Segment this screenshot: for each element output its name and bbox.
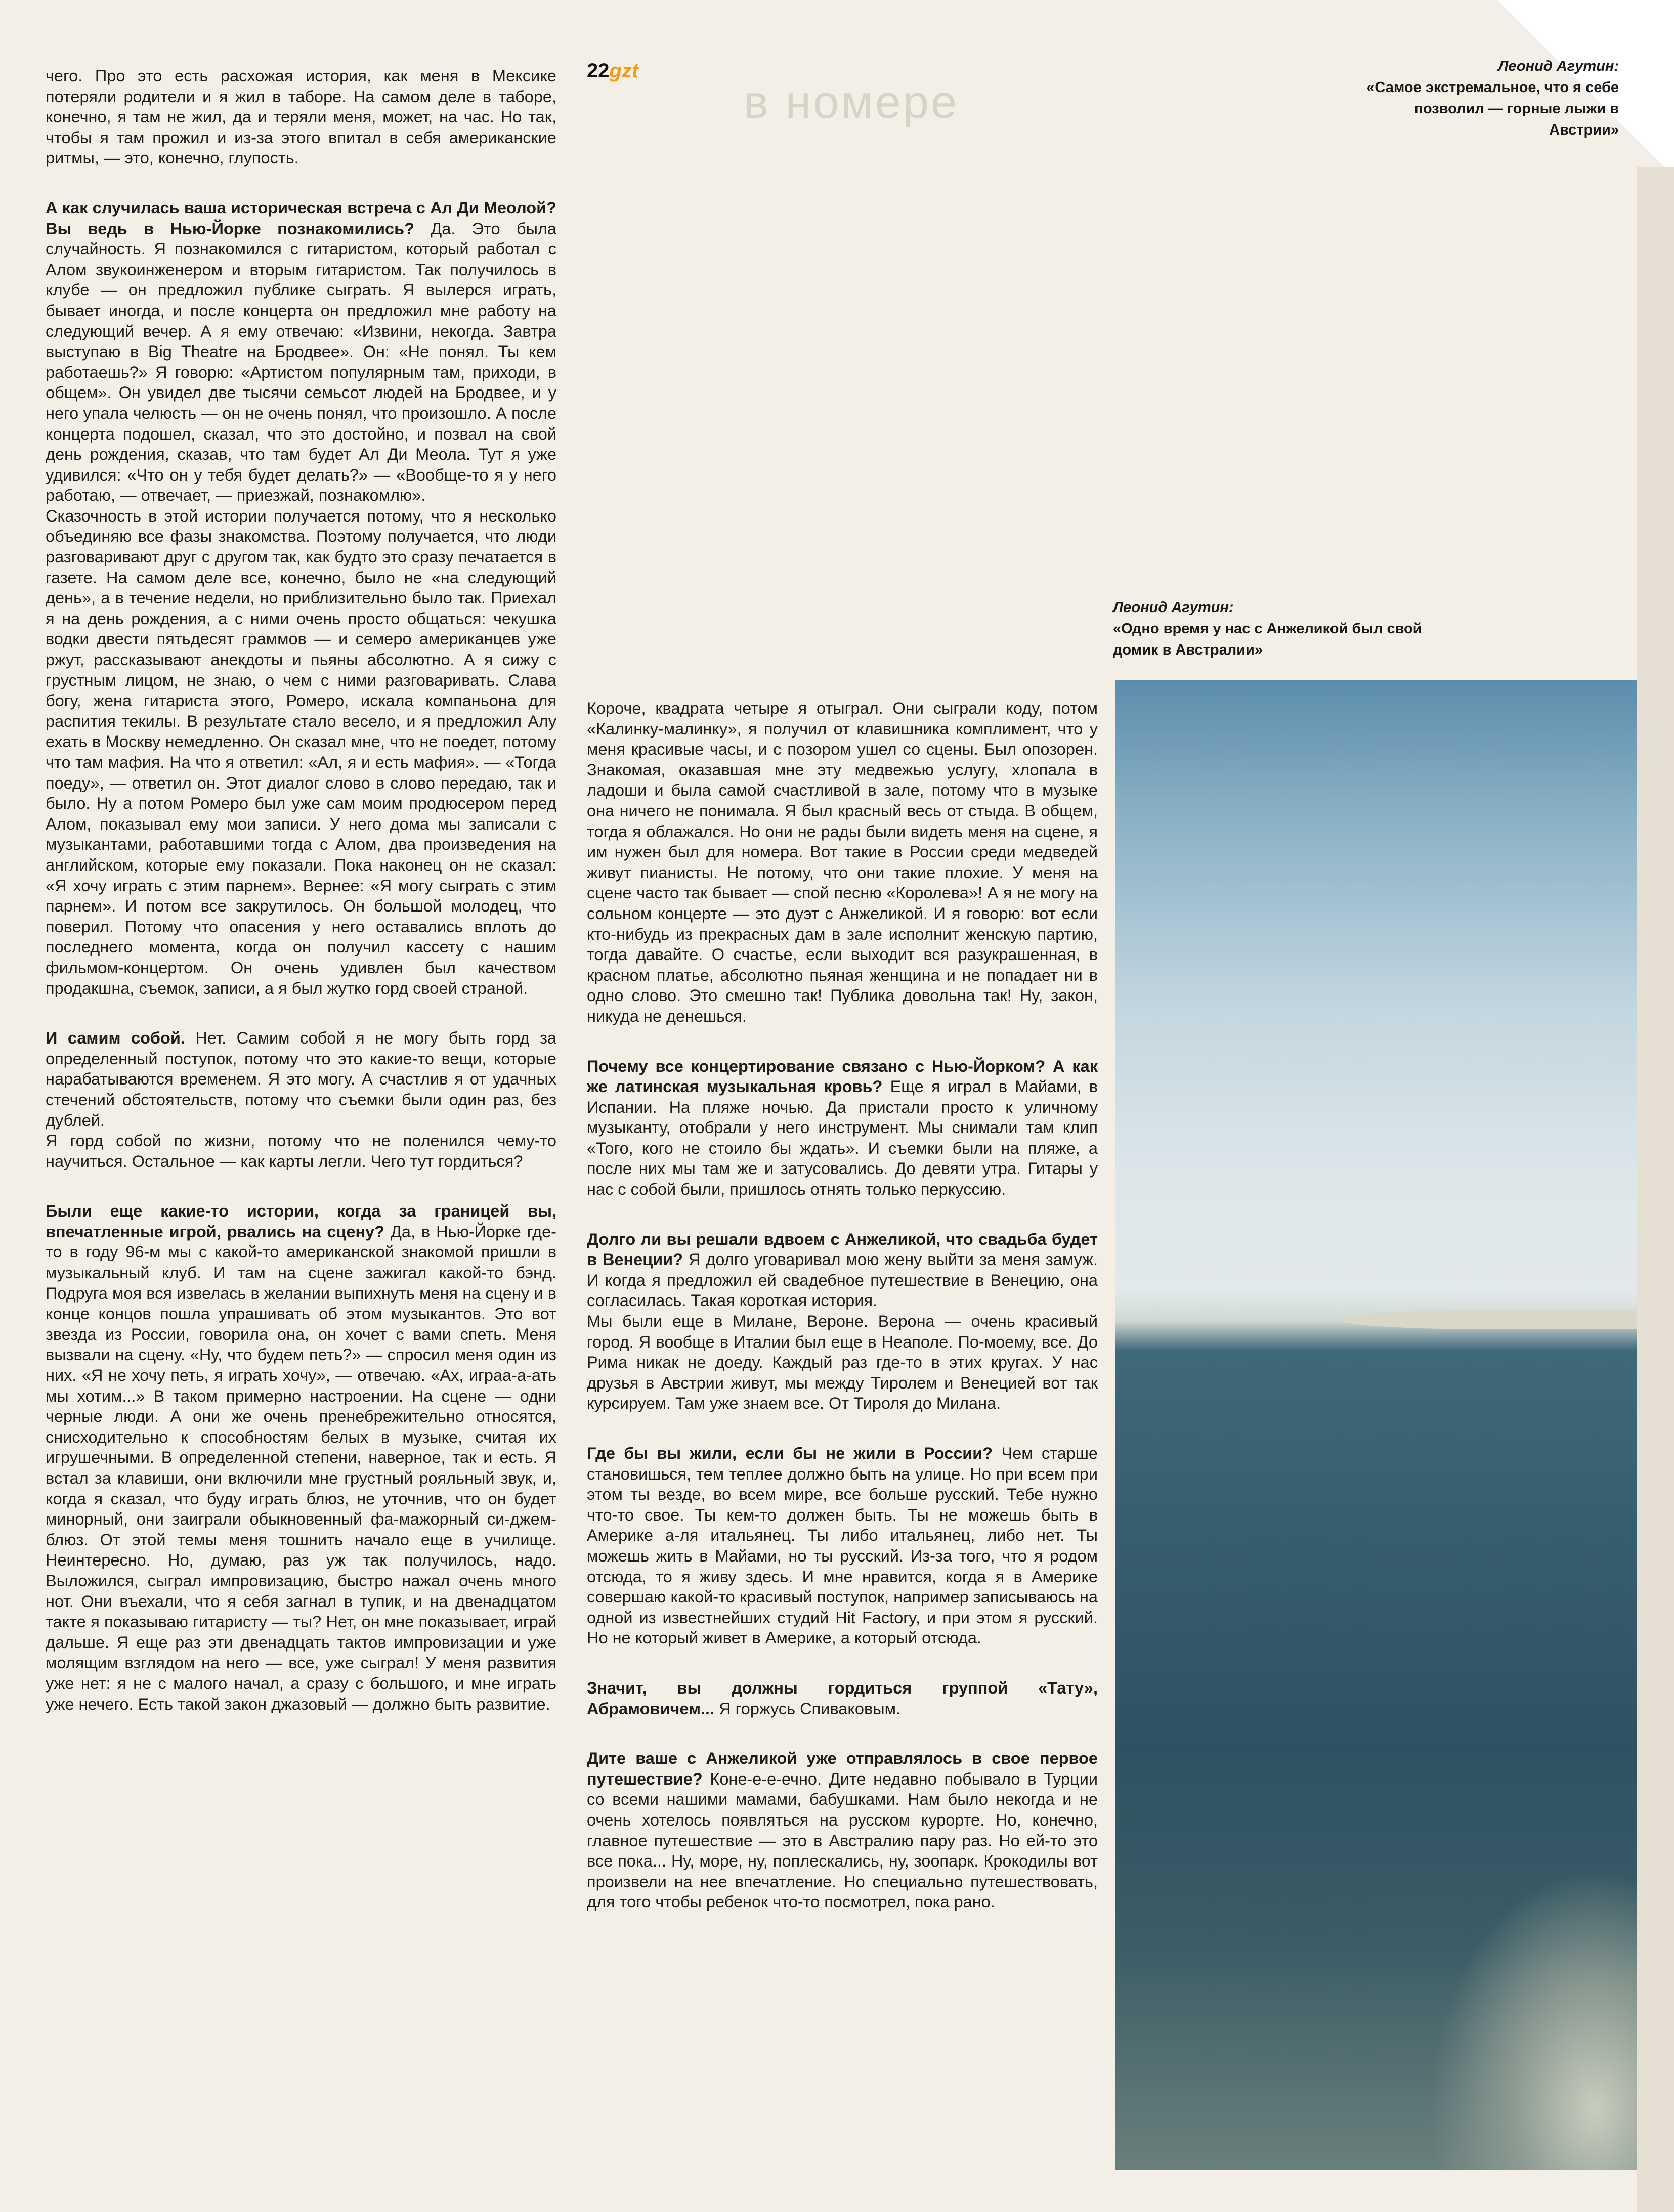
answer-text: Короче, квадрата четыре я отыграл. Они сыграли коду, потом «Калинку-малинку», я получил от клавишника комплимент, что у меня красивые часы, и с позором ушел со сцены. Был опозорен. Знакомая, оказавшая мне эту медвежью услугу, хлопала в ладоши и была самой счастливой в зале, потому что в музыке она ничего не понимала. Я был красный весь от стыда. В общем, тогда я облажался. Но они не рады были видеть меня на сцене, я им нужен был для номера. Вот такие в России среди медведей живут пианисты. Не потому, что они такие плохие. У меня на сцене часто так бывает — спой песню «Королева»! А я не могу на сольном концерте — это дуэт с Анжеликой. И я говорю: вот если кто-нибудь из прекрасных дам в зале исполнит женскую партию, тогда давайте. О счастье, если выходит вся разукрашенная, в красном платье, абсолютно пьяная женщина и не попадает ни в одно слово. Это смешно так! Публика довольна так! Ну, закон, никуда не денешься.	[587, 699, 1098, 1025]
question-text: Значит, вы должны гордиться группой «Тату», Абрамовичем...	[587, 1678, 1098, 1718]
question-text: Дите ваше с Анжеликой уже отправлялось в свое первое путешествие?	[587, 1749, 1098, 1788]
answer-text: Я долго уговаривал мою жену выйти за меня замуж. И когда я предложил ей свадебное путешествие в Венецию, она согласилась. Такая короткая история.	[587, 1250, 1098, 1310]
answer-text: Чем старше становишься, тем теплее должно быть на улице. Но при всем при этом ты везде, во всем мире, все больше русский. Тебе нужно что-то свое. Ты кем-то должен быть. Ты не можешь быть в Америке а-ля итальянец. Ты либо итальянец, либо нет. Ты можешь жить в Майами, но ты русский. Из-за того, что я родом отсюда, то я живу здесь. И мне нравится, когда я в Америке совершаю какой-то красивый поступок, например записываюсь на одной из известнейших студий Hit Factory, и при этом я русский. Но не который живет в Америке, а который отсюда.	[587, 1444, 1098, 1647]
answer-text: чего. Про это есть расхожая история, как меня в Мексике потеряли родители и я жил в таборе. На самом деле в таборе, конечно, я там не жил, да и теряли меня, может, на час. Но так, чтобы я там прожил и из-за этого впитал в себя американские ритмы, — это, конечно, глупость.	[46, 67, 556, 167]
paragraph	[587, 698, 1098, 1027]
paragraph	[46, 1201, 556, 1714]
boat-wake	[1429, 1869, 1637, 2170]
photo-caption-middle	[1113, 597, 1427, 661]
paragraph	[587, 1311, 1098, 1414]
answer-text: Мы были еще в Милане, Вероне. Верона — очень красивый город. Я вообще в Италии был еще в Неаполе. По-моему, все. До Рима никак не доеду. Каждый раз где-то в этих кругах. У нас друзья в Австрии живут, мы между Тиролем и Венецией вот так курсируем. Там уже знаем все. От Тироля до Милана.	[587, 1312, 1098, 1413]
paragraph	[46, 66, 556, 168]
answer-text: Да, в Нью-Йорке где-то в году 96-м мы с какой-то американской знакомой пришли в музыкальный клуб. И там на сцене зажигал какой-то бэнд. Подруга моя вся извелась в желании выпихнуть меня на сцену и в конце концов пошла упрашивать об этом музыкантов. Это вот звезда из России, говорила она, он хочет с вами спеть. Меня вызвали на сцену. «Ну, что будем петь?» — спросил меня один из них. «Я не хочу петь, я играть хочу», — отвечаю. «Ах, играа-а-ать мы хотим...» В таком примерно настроении. На сцене — одни черные люди. А они же очень пренебрежительно относятся, снисходительно к способностям белых в музыке, считая их игрушечными. В определенной степени, наверное, так и есть. Я встал за клавиши, они включили мне грустный рояльный звук, и, когда я сказал, что буду играть блюз, не уточнив, что он будет минорный, они заиграли обыкновенный фа-мажорный си-джем-блюз. От этой темы меня тошнить начало еще в училище. Неинтересно. Но, думаю, раз уж так получилось, надо. Выложился, сыграл импровизацию, быстро нажал очень много нот. Они въехали, что я себя загнал в тупик, и на двенадцатом такте я показываю гитаристу — ты? Нет, он мне показывает, играй дальше. Я еще раз эти двенадцать тактов импровизации и уже молящим взглядом на него — все, уже сыграл! У меня развития уже нет: я не с малого начал, а сразу с большого, и мне играть уже нечего. Есть такой закон джазовый — должно быть развитие.	[46, 1222, 556, 1713]
caption-speaker: Леонид Агутин:	[1113, 599, 1234, 616]
answer-text: Коне-е-е-ечно. Дите недавно побывало в Турции со всеми нашими мамами, бабушками. Нам было некогда и не очень хотелось появляться на русском курорте. Но, конечно, главное путешествие — это в Австралию пару раз. Но ей-то это все пока... Ну, море, ну, поплескались, ну, зоопарк. Крокодилы вот произвели на нее впечатление. Но специально путешествовать, для того чтобы ребенок что-то посмотрел, пока рано.	[587, 1769, 1098, 1912]
paragraph	[587, 1748, 1098, 1913]
paragraph	[46, 1131, 556, 1172]
paragraph	[46, 506, 556, 999]
answer-text: Сказочность в этой истории получается потому, что я несколько объединяю все фазы знакомства. Поэтому получается, что люди разговаривают друг с другом так, как будто это сразу печатается в газете. На самом деле все, конечно, было не «на следующий день», а в течение недели, но приблизительно было так. Приехал я на день рождения, а с ними очень просто общаться: чекушка водки двести пятьдесят граммов — и семеро американцев уже ржут, рассказывают анекдоты и пьяны абсолютно. А я сижу с грустным лицом, не знаю, о чем с ними разговаривать. Слава богу, жена гитариста этого, Ромеро, искала компаньона для распития текилы. В результате стало весело, и я предложил Алу ехать в Москву немедленно. Он сказал мне, что не поедет, потому что там мафия. На что я ответил: «Ал, я и есть мафия». — «Тогда поеду», — ответил он. Этот диалог слово в слово передаю, так и было. Ну а потом Ромеро был уже сам моим продюсером перед Алом, показывал ему мои записи. У него дома мы записали с музыкантами, работавшими тогда с Алом, два произведения на английском, которые ему показали. Пока наконец он не сказал: «Я хочу играть с этим парнем». Вернее: «Я могу сыграть с этим парнем». И потом все закрутилось. Он большой молодец, что поверил. Потому что опасения у него оставались вплоть до последнего момента, когда он получил кассету с нашим фильмом-концертом. Он очень удивлен был качеством продакшна, съемок, записи, а я был жутко горд своей страной.	[46, 506, 556, 997]
caption-quote: «Самое экстремальное, что я себе позволил — горные лыжи в Австрии»	[1366, 79, 1619, 138]
paragraph	[587, 1678, 1098, 1719]
page-number-value: 22	[587, 60, 610, 82]
photo-caption-top	[1366, 56, 1619, 141]
ghost-section-title: в номере	[744, 76, 959, 128]
question-text: Были еще какие-то истории, когда за границей вы, впечатленные игрой, рвались на сцену?	[46, 1202, 556, 1241]
answer-text: Еще я играл в Майами, в Испании. На пляже ночью. Да пристали просто к уличному музыканту, отобрали у него инструмент. Мы снимали там клип «Того, кого не стоило бы ждать». И съемки были на пляже, а после них мы там же и затусовались. До девяти утра. Гитары у нас с собой были, пришлось отнять только перкуссию.	[587, 1077, 1098, 1199]
question-text: Почему все концертирование связано с Нью-Йорком? А как же латинская музыкальная кровь?	[587, 1057, 1098, 1096]
paragraph	[587, 1443, 1098, 1649]
answer-text: Я горд собой по жизни, потому что не поленился чему-то научиться. Остальное — как карты легли. Чего тут гордиться?	[46, 1132, 556, 1170]
question-text: Долго ли вы решали вдвоем с Анжеликой, что свадьба будет в Венеции?	[587, 1230, 1098, 1269]
question-text: И самим собой.	[46, 1029, 185, 1048]
question-text: Где бы вы жили, если бы не жили в России?	[587, 1444, 993, 1462]
sea-photo	[1115, 680, 1637, 2170]
distant-shore	[1338, 1310, 1637, 1329]
paragraph	[46, 198, 556, 506]
answer-text: Нет. Самим собой я не могу быть горд за определенный поступок, потому что это какие-то вещи, которые нарабатываются временем. Я это могу. А счастлив я от удачных стечений обстоятельств, потому что съемки были один раз, без дублей.	[46, 1029, 556, 1130]
paragraph	[587, 1229, 1098, 1311]
answer-text: Я горжусь Спиваковым.	[719, 1699, 901, 1718]
answer-text: Да. Это была случайность. Я познакомился с гитаристом, который работал с Алом звукоинженером и вторым гитаристом. Так получилось в клубе — он предложил публике сыграть. Я вылерся играть, бывает иногда, и после концерта он предложил мне работу на следующий вечер. А я ему отвечаю: «Извини, некогда. Завтра выступаю в Big Theatre на Бродвее». Он: «Не понял. Ты кем работаешь?» Я говорю: «Артистом популярным там, приходи, в общем». Он увидел две тысячи семьсот людей на Бродвее, и у него упала челюсть — он не очень понял, что произошло. А после концерта подошел, сказал, что это достойно, и позвал на свой день рождения, сказав, что там будет Ал Ди Меола. Тут я уже удивился: «Что он у тебя будет делать?» — «Вообще-то я у него работаю, — отвечает, — приезжай, познакомлю».	[46, 219, 557, 505]
caption-speaker: Леонид Агутин:	[1498, 58, 1619, 74]
article-column-2	[587, 698, 1098, 1913]
page-edge-strip	[1637, 167, 1674, 2212]
paragraph	[587, 1056, 1098, 1200]
question-text: А как случилась ваша историческая встреча с Ал Ди Меолой? Вы ведь в Нью-Йорке познакомились?	[46, 198, 556, 238]
brand-logo: gzt	[609, 60, 639, 82]
paragraph	[46, 1028, 556, 1131]
article-column-1	[46, 66, 556, 1714]
page-number	[587, 60, 638, 82]
caption-quote: «Одно время у нас с Анжеликой был свой домик в Австралии»	[1113, 621, 1422, 658]
